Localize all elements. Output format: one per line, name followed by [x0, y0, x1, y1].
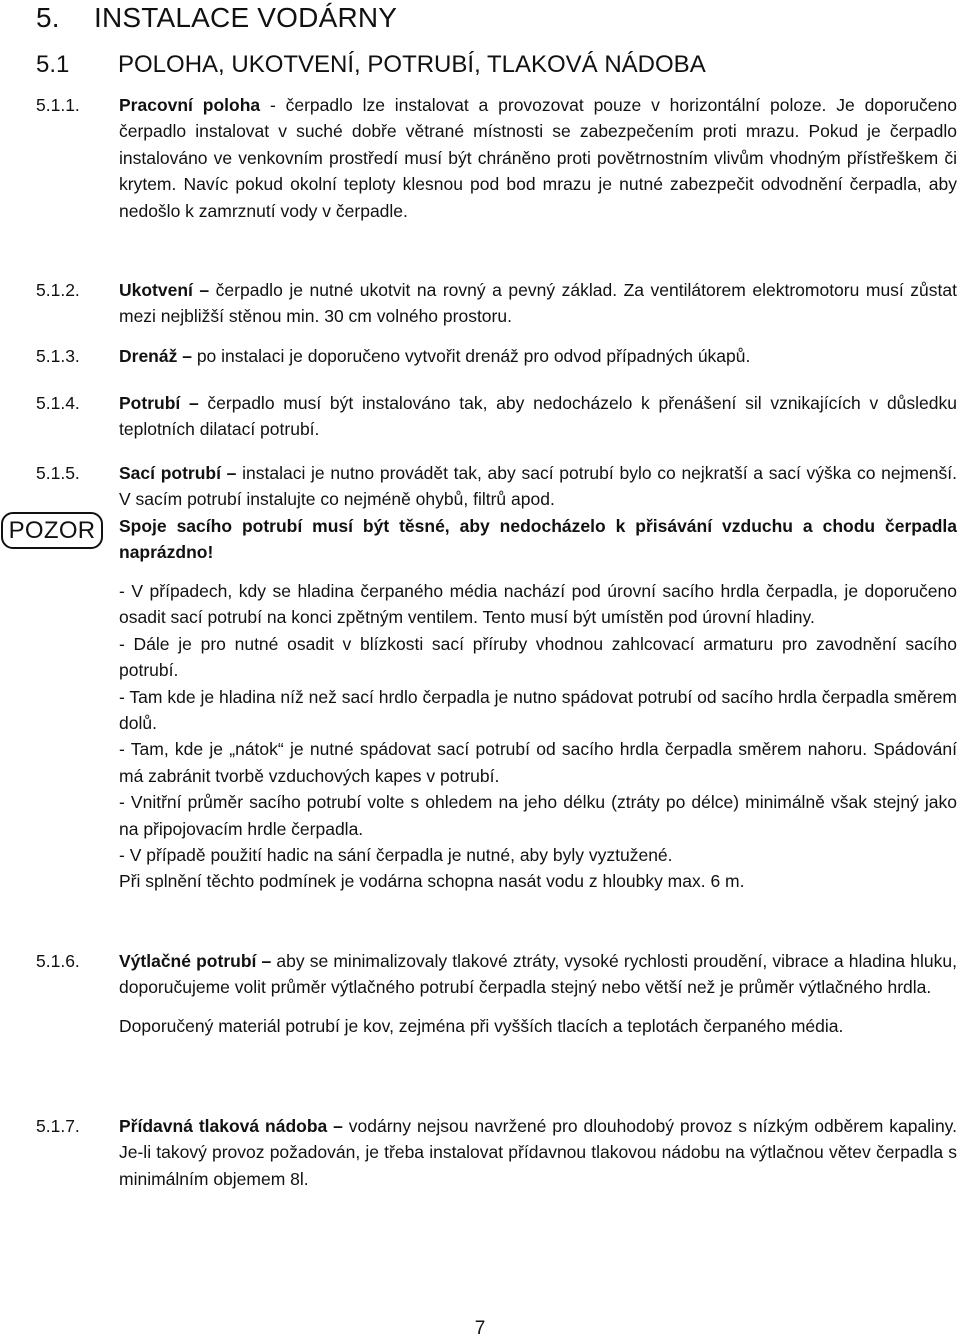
- item-number: 5.1.7.: [36, 1116, 80, 1136]
- note-item: Při splnění těchto podmínek je vodárna schopna nasát vodu z hloubky max. 6 m.: [119, 871, 745, 892]
- chapter-number: 5.: [36, 2, 60, 33]
- item-lead: Potrubí –: [119, 393, 199, 413]
- item-text: čerpadlo musí být instalováno tak, aby nedocházelo k přenášení sil vznikajících v důsledku teplotních dilatací potrubí.: [119, 393, 958, 440]
- page-number: 7: [474, 1318, 486, 1339]
- item-lead: Pracovní poloha: [119, 95, 261, 115]
- item-text: instalaci je nutno provádět tak, aby sací potrubí bylo co nejkratší a sací výška co nejmenší. V sacím potrubí instalujte co nejméně ohybů, filtrů apod.: [119, 463, 958, 510]
- item-text: vodárny nejsou navržené pro dlouhodobý provoz s nízkým odběrem kapaliny. Je-li takový provoz požadován, je třeba instalovat přídavnou tlakovou nádobu na výtlačnou větev čerpadla s minimálním objemem 8l.: [119, 1116, 957, 1189]
- item-number: 5.1.5.: [36, 463, 80, 483]
- item-body: [119, 92, 957, 224]
- item-body: [119, 948, 957, 1039]
- item-paragraph: Doporučený materiál potrubí je kov, zejména při vyšších tlacích a teplotách čerpaného média.: [119, 1015, 844, 1036]
- notes-body: [119, 578, 957, 895]
- note-item: - Vnitřní průměr sacího potrubí volte s ohledem na jeho délku (ztráty po délce) minimálně však stejný jako na připojovacím hrdle čerpadla.: [119, 792, 957, 839]
- item-lead: Přídavná tlaková nádoba –: [119, 1116, 343, 1136]
- item-lead: Sací potrubí –: [119, 463, 237, 483]
- item-number: 5.1.4.: [36, 393, 80, 413]
- item-text: po instalaci je doporučeno vytvořit drenáž pro odvod případných úkapů.: [191, 346, 751, 366]
- note-item: - V případech, kdy se hladina čerpaného média nachází pod úrovní sacího hrdla čerpadla, je doporučeno osadit sací potrubí na konci zpětným ventilem. Tento musí být umístěn pod úrovní hladiny.: [119, 581, 957, 628]
- note-item: - Tam kde je hladina níž než sací hrdlo čerpadla je nutno spádovat potrubí od sacího hrdla čerpadla směrem dolů.: [119, 686, 957, 734]
- note-item: - Dále je pro nutné osadit v blízkosti sací příruby vhodnou zahlcovací armaturu pro zavodnění sacího potrubí.: [119, 633, 957, 681]
- note-item: - Tam, kde je „nátok“ je nutné spádovat sací potrubí od sacího hrdla čerpadla směrem nahoru. Spádování má zabránit tvorbě vzduchových kapes v potrubí.: [119, 739, 957, 786]
- section-heading: [36, 50, 706, 80]
- chapter-title: INSTALACE VODÁRNY: [94, 2, 398, 33]
- item-lead: Výtlačné potrubí –: [119, 951, 272, 971]
- item-body: [119, 343, 957, 369]
- item-body: [119, 460, 957, 513]
- item-body: [119, 277, 957, 330]
- item-number: 5.1.1.: [36, 95, 80, 115]
- note-item: - V případě použití hadic na sání čerpadla je nutné, aby byly vyztužené.: [119, 845, 673, 866]
- section-number: 5.1: [36, 51, 70, 78]
- item-body: [119, 390, 957, 443]
- item-number: 5.1.2.: [36, 280, 80, 300]
- item-text: - čerpadlo lze instalovat a provozovat pouze v horizontální poloze. Je doporučeno čerpadlo instalovat v suché dobře větrané místnosti se zabezpečením proti mrazu. Pokud je čerpadlo instalováno ve venkovním prostředí musí být chráněno proti povětrnostním vlivům vhodným přístřeškem či krytem. Navíc pokud okolní teploty klesnou pod bod mrazu je nutné zabezpečit odvodnění čerpadla, aby nedošlo k zamrznutí vody v čerpadle.: [119, 95, 958, 221]
- item-body: [119, 1113, 957, 1192]
- warning-label-box: POZOR: [1, 512, 103, 549]
- item-number: 5.1.3.: [36, 346, 80, 366]
- item-text: aby se minimalizovaly tlakové ztráty, vysoké rychlosti proudění, vibrace a hladina hluku, doporučujeme volit průměr výtlačného potrubí čerpadla stejný nebo větší než je průměr výtlačného hrdla.: [119, 951, 957, 998]
- item-number: 5.1.6.: [36, 951, 80, 971]
- item-lead: Drenáž –: [119, 346, 192, 366]
- chapter-heading: [36, 2, 397, 34]
- item-lead: Ukotvení –: [119, 280, 210, 300]
- warning-text: Spoje sacího potrubí musí být těsné, aby nedocházelo k přisávání vzduchu a chodu čerpadla naprázdno!: [119, 516, 957, 563]
- item-text: čerpadlo je nutné ukotvit na rovný a pevný základ. Za ventilátorem elektromotoru musí zůstat mezi nejbližší stěnou min. 30 cm volného prostoru.: [119, 280, 957, 327]
- section-title: POLOHA, UKOTVENÍ, POTRUBÍ, TLAKOVÁ NÁDOBA: [118, 51, 706, 78]
